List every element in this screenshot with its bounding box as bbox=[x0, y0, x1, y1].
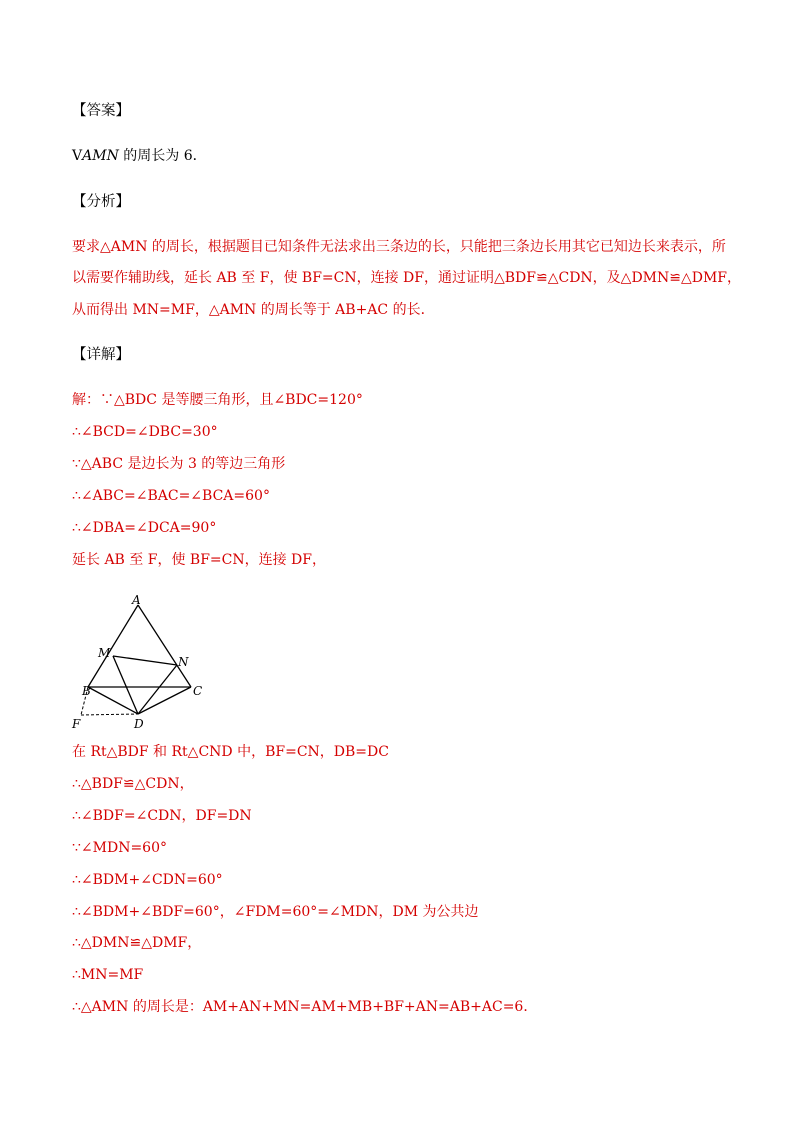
proof-line: ∵∠MDN=60° bbox=[72, 840, 167, 856]
proof-line: ∴MN=MF bbox=[72, 967, 144, 983]
detail-line: ∴∠BCD=∠DBC=30° bbox=[72, 424, 218, 440]
segment-fd-dashed bbox=[81, 714, 138, 715]
label-d: D bbox=[134, 717, 144, 731]
label-m: M bbox=[98, 646, 111, 660]
detail-line: 解：∵△BDC 是等腰三角形，且∠BDC=120° bbox=[72, 392, 363, 408]
segment-nd bbox=[138, 665, 177, 714]
segment-md bbox=[113, 656, 138, 714]
segment-ab bbox=[88, 605, 138, 687]
label-n: N bbox=[178, 655, 189, 669]
answer-shape: AMN bbox=[82, 148, 119, 164]
analysis-line: 从而得出 MN=MF，△AMN 的周长等于 AB+AC 的长． bbox=[72, 302, 435, 318]
analysis-line: 以需要作辅助线，延长 AB 至 F，使 BF=CN，连接 DF，通过证明△BDF≌△CDN，及△DMN≌△DMF， bbox=[72, 270, 742, 286]
answer-v: V bbox=[72, 148, 83, 164]
proof-line: ∴∠BDM+∠CDN=60° bbox=[72, 872, 223, 888]
segment-mn bbox=[113, 656, 177, 665]
answer-rest: 的周长为 6． bbox=[118, 148, 207, 164]
analysis-heading: 【分析】 bbox=[72, 194, 130, 210]
segment-ac bbox=[138, 605, 191, 687]
analysis-line: 要求△AMN 的周长，根据题目已知条件无法求出三条边的长，只能把三条边长用其它已知边长来表示，所 bbox=[72, 239, 726, 255]
answer-heading: 【答案】 bbox=[72, 103, 130, 119]
proof-line: ∴∠BDF=∠CDN，DF=DN bbox=[72, 808, 252, 824]
segment-cd bbox=[138, 687, 191, 714]
proof-line: ∴△BDF≌△CDN， bbox=[72, 776, 194, 792]
segment-bd bbox=[88, 687, 138, 714]
proof-line: ∴∠BDM+∠BDF=60°，∠FDM=60°=∠MDN，DM 为公共边 bbox=[72, 904, 479, 920]
detail-line: 延长 AB 至 F，使 BF=CN，连接 DF， bbox=[72, 552, 326, 568]
label-c: C bbox=[193, 684, 203, 698]
proof-line: ∴△DMN≌△DMF， bbox=[72, 935, 202, 951]
label-b: B bbox=[82, 684, 91, 698]
detail-heading: 【详解】 bbox=[72, 347, 130, 363]
detail-line: ∴∠DBA=∠DCA=90° bbox=[72, 520, 217, 536]
detail-line: ∴∠ABC=∠BAC=∠BCA=60° bbox=[72, 488, 270, 504]
geometry-figure bbox=[70, 590, 220, 735]
answer-text bbox=[72, 146, 207, 166]
proof-line: 在 Rt△BDF 和 Rt△CND 中，BF=CN，DB=DC bbox=[72, 744, 389, 760]
label-a: A bbox=[132, 593, 141, 607]
label-f: F bbox=[72, 717, 81, 731]
proof-line: ∴△AMN 的周长是：AM+AN+MN=AM+MB+BF+AN=AB+AC=6． bbox=[72, 999, 538, 1015]
detail-line: ∵△ABC 是边长为 3 的等边三角形 bbox=[72, 456, 286, 472]
